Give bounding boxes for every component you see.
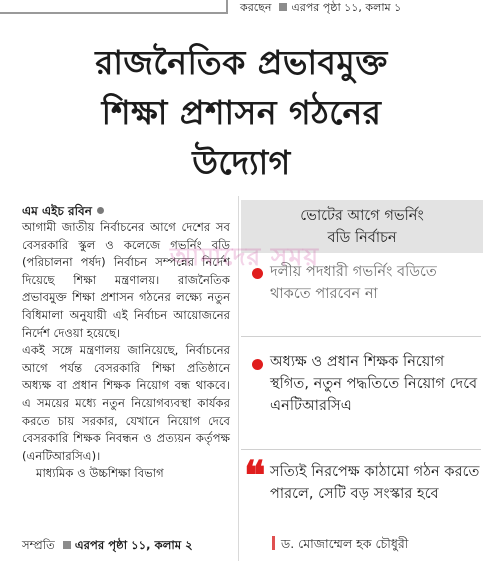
attribution-bar xyxy=(272,536,275,550)
quote-attribution xyxy=(272,536,408,556)
previous-article-continuation xyxy=(240,0,401,18)
quote-author: ড. মোজাম্মেল হক চৌধুরী xyxy=(281,536,409,551)
sidebar-title-line: বডি নির্বাচন xyxy=(327,230,397,246)
square-bullet-icon xyxy=(279,3,287,11)
body-paragraph: আগামী জাতীয় নির্বাচনের আগে দেশের সব বেসরকারি স্কুল ও কলেজে গভর্নিং বডি (পরিচালনা পর্ষদ) নির্বাচন সম্পন্নের নির্দেশ দিয়েছে শিক্ষা মন্ত্রণালয়। রাজনৈতিক প্রভাবমুক্ত শিক্ষা প্রশাসন গঠনের লক্ষ্যে নতুন বিধিমালা অনুযায়ী এই নির্বাচন আয়োজনের নির্দেশ দেওয়া হয়েছে। xyxy=(22,220,230,340)
pull-quote: সত্যিই নিরপেক্ষ কাঠামো গঠন করতে পারলে, সেটি বড় সংস্কার হবে xyxy=(270,463,480,502)
quote-mark-icon: ❝ xyxy=(244,452,266,499)
headline-line: উদ্যোগ xyxy=(192,143,291,182)
body-paragraph: একই সঙ্গে মন্ত্রণালয় জানিয়েছে, নির্বাচনের আগে পর্যন্ত বেসরকারি শিক্ষা প্রতিষ্ঠানে অধ্যক্ষ বা প্রধান শিক্ষক নিয়োগ বন্ধ থাকবে। এ সময়ের মধ্যে নতুন নিয়োগব্যবস্থা কার্যকর করতে চায় সরকার, যেখানে নিয়োগ দেবে বেসরকারি শিক্ষক নিবন্ধন ও প্রত্যয়ন কর্তৃপক্ষ (এনটিআরসিএ)। xyxy=(22,343,230,463)
body-paragraph: মাধ্যমিক ও উচ্চশিক্ষা বিভাগ xyxy=(36,466,164,481)
body-tail: সম্প্রতি xyxy=(22,538,55,552)
headline-line: রাজনৈতিক প্রভাবমুক্ত xyxy=(95,43,388,82)
highlight-item: দলীয় পদধারী গভর্নিং বডিতে থাকতে পারবেন না xyxy=(270,263,437,302)
continuation-link[interactable]: এরপর পৃষ্ঠা ১১, কলাম ২ xyxy=(74,538,193,552)
watermark-logo: আমাদের সময় xyxy=(170,242,320,271)
bullet-dot-icon xyxy=(97,207,104,214)
headline-line: শিক্ষা প্রশাসন গঠনের xyxy=(101,93,382,132)
headline xyxy=(10,38,473,188)
highlight-item: অধ্যক্ষ ও প্রধান শিক্ষক নিয়োগ স্থগিত, নতুন পদ্ধতিতে নিয়োগ দেবে এনটিআরসিএ xyxy=(270,353,478,414)
square-bullet-icon xyxy=(63,541,71,549)
red-bullet-icon xyxy=(252,359,263,370)
author-name: এম এইচ রবিন xyxy=(22,204,92,218)
sidebar-separator xyxy=(241,449,481,450)
previous-article-frame xyxy=(0,0,228,14)
sidebar-title-line: ভোটের আগে গভর্নিং xyxy=(300,208,424,224)
continuation-link[interactable]: এরপর পৃষ্ঠা ১১, কলাম ১ xyxy=(291,1,402,14)
body-continuation xyxy=(22,537,193,556)
previous-article-tail: করছেন xyxy=(240,1,272,14)
sidebar-separator xyxy=(241,336,481,337)
